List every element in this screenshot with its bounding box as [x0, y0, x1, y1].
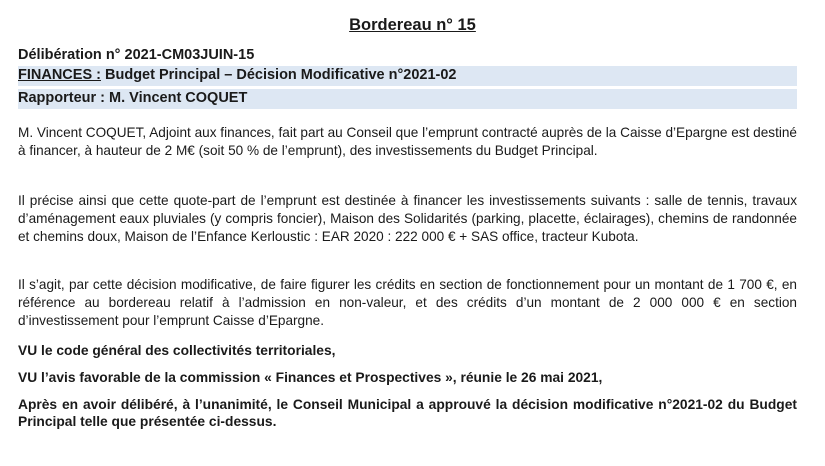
- subject-text: Budget Principal – Décision Modificative n°2021-02: [100, 67, 457, 83]
- subject-line: [18, 67, 798, 83]
- vu-clause-2: VU l’avis favorable de la commission « Finances et Prospectives », réunie le 26 mai 2021,: [18, 370, 603, 385]
- deliberation-number: Délibération n° 2021-CM03JUIN-15: [18, 47, 255, 63]
- subject-label: FINANCES :: [18, 67, 101, 83]
- page-title: Bordereau n° 15: [349, 16, 476, 34]
- rapporteur-line: Rapporteur : M. Vincent COQUET: [18, 90, 248, 106]
- paragraph-1: M. Vincent COQUET, Adjoint aux finances, fait part au Conseil que l’emprunt contracté auprès de la Caisse d’Epargne est destiné à financer, à hauteur de 2 M€ (soit 50 % de l’emprunt), des investissements du Budget Principal.: [18, 125, 797, 158]
- vu-clause-1: VU le code général des collectivités territoriales,: [18, 343, 336, 358]
- paragraph-2: Il précise ainsi que cette quote-part de l’emprunt est destinée à financer les investissements suivants : salle de tennis, travaux d’aménagement eaux pluviales (y compris foncier), Maison des Solidarités (parking, placette, éclairages), chemins de randonnée et chemins doux, Maison de l’Enfance Kerloustic : EAR 2020 : 222 000 € + SAS office, tracteur Kubota.: [18, 193, 797, 244]
- conclusion: Après en avoir délibéré, à l’unanimité, le Conseil Municipal a approuvé la décision modificative n°2021-02 du Budget Principal telle que présentée ci-dessus.: [18, 397, 797, 429]
- paragraph-3: Il s’agit, par cette décision modificative, de faire figurer les crédits en section de fonctionnement pour un montant de 1 700 €, en référence au bordereau relatif à l’admission en non-valeur, et des crédits d’un montant de 2 000 000 € en section d’investissement pour l’emprunt Caisse d’Epargne.: [18, 277, 797, 328]
